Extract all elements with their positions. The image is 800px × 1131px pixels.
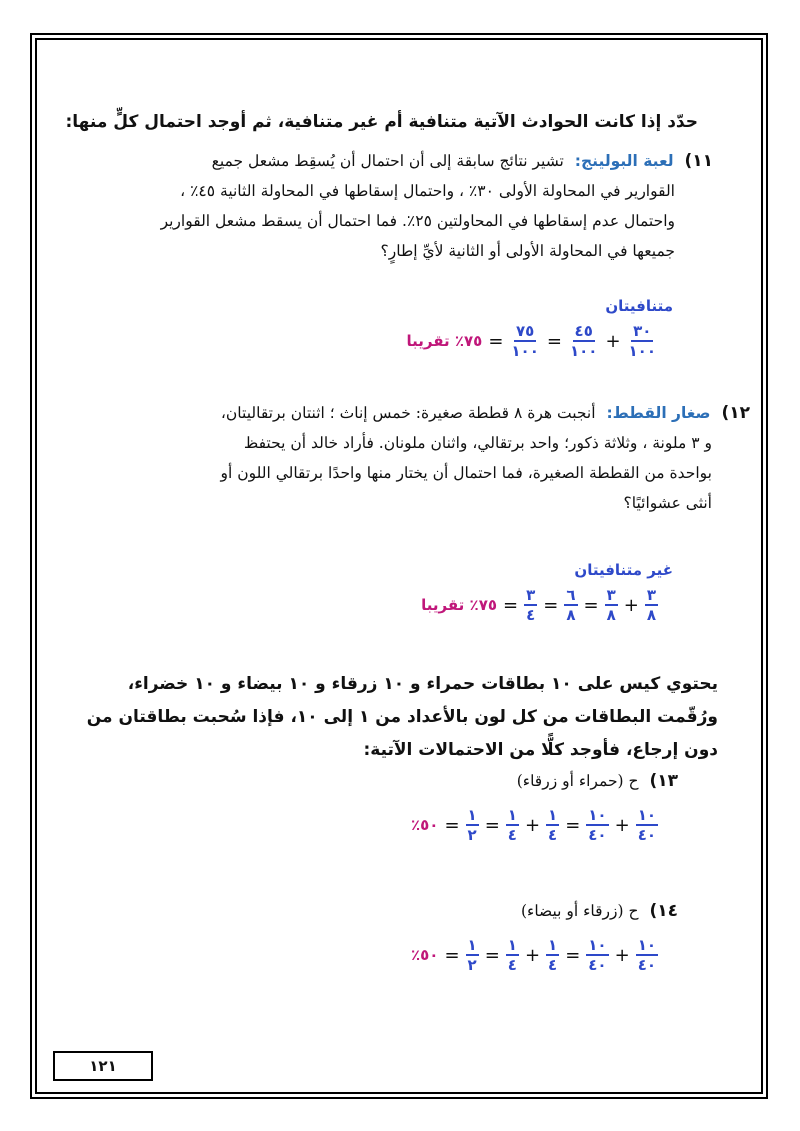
fraction: $\frac{٣}{٨}$	[606, 586, 616, 624]
question-text: و ٣ ملونة ، وثلاثة ذكور؛ واحد برتقالي، واثنان ملونان. فأراد خالد أن يحتفظ	[243, 434, 712, 452]
question-text: بواحدة من القططة الصغيرة، فما احتمال أن يختار منها واحدًا برتقالي اللون أو	[220, 464, 712, 482]
equation-11: $\frac{٣٠}{١٠٠}$ + $\frac{٤٥}{١٠٠}$ = $\frac{٧٥}{١٠٠}$ = ٧٥٪ تقريبا	[406, 322, 656, 360]
fraction: $\frac{١}{٤}$	[548, 936, 558, 974]
question-number: ١٢)	[721, 403, 750, 423]
fraction: $\frac{١}{٢}$	[467, 936, 477, 974]
fraction: $\frac{١٠}{٤٠}$	[588, 936, 607, 974]
section-text: ورُقّمت البطاقات من كل لون بالأعداد من ١ إلى ١٠، فإذا سُحبت بطاقتان من	[86, 707, 718, 727]
fraction: $\frac{١٠}{٤٠}$	[588, 806, 607, 844]
question-heading: لعبة البولينج:	[574, 152, 674, 170]
equation-12: $\frac{٣}{٨}$ + $\frac{٣}{٨}$ = $\frac{٦}{٨}$ = $\frac{٣}{٤}$ = ٧٥٪ تقريبا	[421, 586, 656, 624]
question-14	[378, 896, 678, 926]
page	[40, 40, 758, 1090]
equation-14: $\frac{١٠}{٤٠}$ + $\frac{١٠}{٤٠}$ = $\frac{١}{٤}$ + $\frac{١}{٤}$ = $\frac{١}{٢}$ = ٥٠٪	[410, 936, 656, 974]
fraction: $\frac{١}{٤}$	[548, 806, 558, 844]
answer-label: غير متنافيتان	[574, 561, 673, 579]
fraction: $\frac{٣}{٨}$	[646, 586, 656, 624]
question-text: تشير نتائج سابقة إلى أن احتمال أن يُسقِط مشعل جميع	[211, 152, 564, 170]
answer-label: متنافيتان	[605, 297, 673, 315]
question-number: ١١)	[684, 151, 713, 171]
question-number: ١٤)	[649, 901, 678, 921]
fraction: $\frac{٧٥}{١٠٠}$	[511, 322, 539, 360]
answer-result: ٥٠٪	[410, 946, 439, 964]
question-text: جميعها في المحاولة الأولى أو الثانية لأيِّ إطارٍ؟	[380, 242, 675, 260]
question-11	[53, 146, 713, 266]
fraction: $\frac{٣٠}{١٠٠}$	[628, 322, 656, 360]
question-text: ح (حمراء أو زرقاء)	[516, 772, 639, 790]
section-text: يحتوي كيس على ١٠ بطاقات حمراء و ١٠ زرقاء و ١٠ بيضاء و ١٠ خضراء،	[127, 674, 718, 694]
question-text: واحتمال عدم إسقاطها في المحاولتين ٢٥٪. فما احتمال أن يسقط مشعل القوارير	[160, 212, 675, 230]
fraction: $\frac{٣}{٤}$	[526, 586, 536, 624]
question-heading: صغار القطط:	[606, 404, 711, 422]
fraction: $\frac{١}{٤}$	[507, 806, 517, 844]
section-2-intro	[58, 668, 718, 767]
answer-result: ٧٥٪ تقريبا	[421, 596, 497, 614]
fraction: $\frac{٤٥}{١٠٠}$	[569, 322, 598, 360]
fraction: $\frac{١}{٢}$	[467, 806, 477, 844]
fraction: $\frac{٦}{٨}$	[566, 586, 576, 624]
question-text: القوارير في المحاولة الأولى ٣٠٪ ، واحتمال إسقاطها في المحاولة الثانية ٤٥٪ ،	[180, 182, 675, 200]
question-text: أنجبت هرة ٨ قططة صغيرة: خمس إناث ؛ اثنتان برتقاليتان،	[220, 404, 596, 422]
instructions: حدّد إذا كانت الحوادث الآتية متنافية أم غير متنافية، ثم أوجد احتمال كلٍّ منها:	[65, 112, 698, 132]
question-13	[378, 766, 678, 796]
question-text: أنثى عشوائيًا؟	[623, 494, 712, 512]
question-number: ١٣)	[649, 771, 678, 791]
answer-result: ٧٥٪ تقريبا	[406, 332, 483, 350]
equation-13: $\frac{١٠}{٤٠}$ + $\frac{١٠}{٤٠}$ = $\frac{١}{٤}$ + $\frac{١}{٤}$ = $\frac{١}{٢}$ = ٥٠٪	[410, 806, 656, 844]
page-number: ١٢١	[53, 1051, 153, 1081]
fraction: $\frac{١٠}{٤٠}$	[637, 936, 656, 974]
answer-result: ٥٠٪	[410, 816, 439, 834]
question-12	[50, 398, 750, 518]
question-text: ح (زرقاء أو بيضاء)	[521, 902, 639, 920]
fraction: $\frac{١}{٤}$	[507, 936, 517, 974]
section-text: دون إرجاع، فأوجد كلًّا من الاحتمالات الآتية:	[363, 740, 718, 760]
fraction: $\frac{١٠}{٤٠}$	[637, 806, 656, 844]
